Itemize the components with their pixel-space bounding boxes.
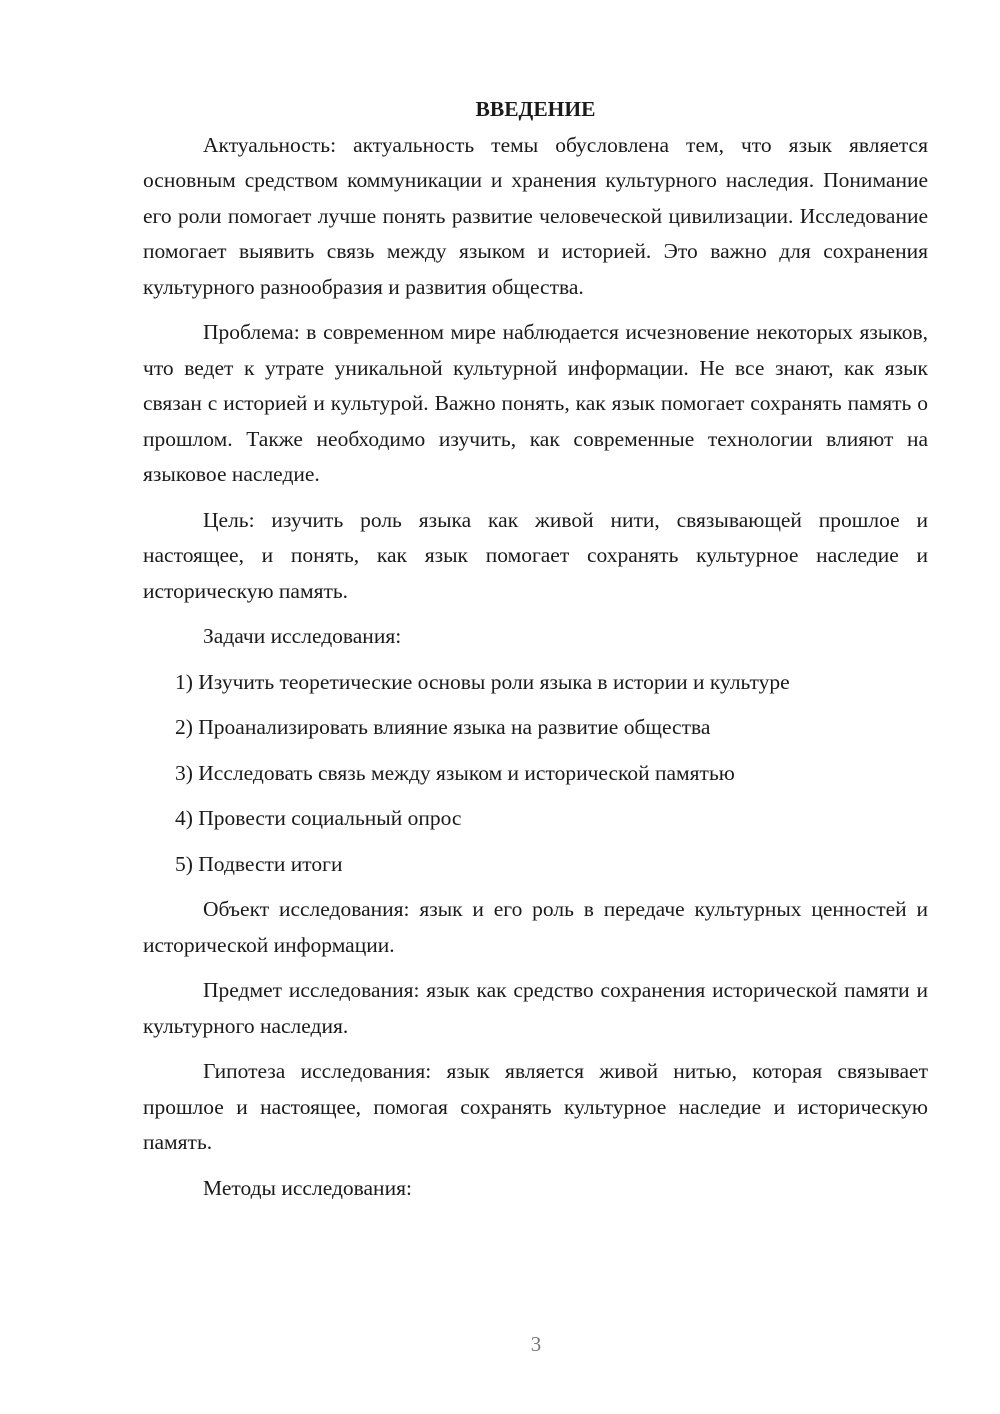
document-page [143, 92, 928, 1216]
task-item-2: 2) Проанализировать влияние языка на развитие общества [175, 715, 711, 739]
task-item-3: 3) Исследовать связь между языком и исторической памятью [175, 760, 735, 785]
page-title: ВВЕДЕНИЕ [475, 97, 596, 121]
task-item-4: 4) Провести социальный опрос [175, 806, 462, 830]
methods-heading: Методы исследования: [203, 1175, 412, 1200]
paragraph-goal: Цель: изучить роль языка как живой нити, связывающей прошлое и настоящее, и понять, как язык помогает сохранять культурное наследие и историческую память. [143, 507, 928, 603]
paragraph-subject: Предмет исследования: язык как средство сохранения исторической памяти и культурного наследия. [143, 978, 928, 1038]
paragraph-problem: Проблема: в современном мире наблюдается исчезновение некоторых языков, что ведет к утрате уникальной культурной информации. Не все знают, как язык связан с историей и культурой. Важно понять, как язык помогает сохранять память о прошлом. Также необходимо изучить, как современные технологии влияют на языковое наследие. [143, 320, 928, 486]
paragraph-relevance: Актуальность: актуальность темы обусловлена тем, что язык является основным средством коммуникации и хранения культурного наследия. Понимание его роли помогает лучше понять развитие человеческой цивилизации. Исследование помогает выявить связь между языком и историей. Это важно для сохранения культурного разнообразия и развития общества. [143, 132, 928, 299]
page-number: 3 [530, 1332, 542, 1356]
tasks-heading: Задачи исследования: [203, 624, 402, 648]
paragraph-hypothesis: Гипотеза исследования: язык является живой нитью, которая связывает прошлое и настоящее, помогая сохранять культурное наследие и историческую память. [143, 1059, 928, 1154]
paragraph-object: Объект исследования: язык и его роль в передаче культурных ценностей и исторической информации. [143, 897, 928, 957]
task-item-1: 1) Изучить теоретические основы роли языка в истории и культуре [175, 669, 790, 694]
task-item-5: 5) Подвести итоги [175, 851, 343, 876]
